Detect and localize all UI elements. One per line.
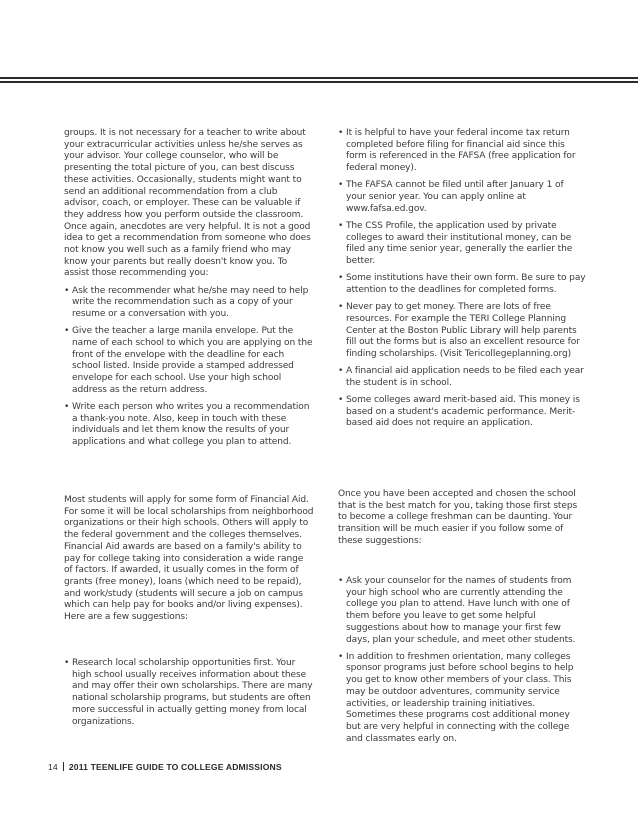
header-rule-secondary bbox=[0, 81, 638, 83]
left-column-aid bbox=[64, 495, 314, 624]
header-rule bbox=[0, 77, 638, 79]
footer-divider bbox=[63, 762, 64, 771]
page-footer bbox=[48, 762, 282, 772]
right-column bbox=[338, 128, 586, 430]
scholarship-tips-list bbox=[64, 658, 314, 728]
list-item: • In addition to freshmen orientation, many colleges sponsor programs just before school begins to help you get to know other members of your class. This may be outdoor adventures, community service activities, or leadership training initiatives. Sometimes these programs cost additional money but are very helpful in connecting with the college and classmates early on. bbox=[338, 652, 586, 746]
list-item: • The FAFSA cannot be filed until after January 1 of your senior year. You can apply online at www.fafsa.ed.gov. bbox=[338, 180, 586, 215]
list-item: • A financial aid application needs to be filed each year the student is in school. bbox=[338, 366, 586, 389]
recommendation-paragraph: groups. It is not necessary for a teacher to write about your extracurricular activities unless he/she serves as your advisor. Your college counselor, who will be presenting the total picture of you, can best discuss these activities. Occasionally, students might want to send an additional recommendation from a club advisor, coach, or employer. These can be valuable if they address how you perform outside the classroom. Once again, anecdotes are very helpful. It is not a good idea to get a recommendation from someone who does not know you well such as a family friend who may know your parents but really doesn't know you. To assist those recommending you: bbox=[64, 128, 311, 279]
list-item: • Write each person who writes you a recommendation a thank-you note. Also, keep in touch with these individuals and let them know the results of your applications and what college you plan to attend. bbox=[64, 402, 314, 449]
freshman-tips-list bbox=[338, 576, 586, 745]
recommendation-tips-list bbox=[64, 286, 314, 449]
list-item: • Give the teacher a large manila envelope. Put the name of each school to which you are applying on the front of the envelope with the deadline for each school listed. Inside provide a stamped addressed envelope for each school. Use your high school address as the return address. bbox=[64, 326, 314, 396]
publication-title: 2011 TEENLIFE GUIDE TO COLLEGE ADMISSIONS bbox=[68, 762, 282, 772]
list-item: • Research local scholarship opportunities first. Your high school usually receives information about these and may offer their own scholarships. There are many national scholarship programs, but students are often more successful in actually getting money from local organizations. bbox=[64, 658, 314, 728]
financial-aid-tips-list bbox=[338, 128, 586, 430]
left-column bbox=[64, 128, 314, 449]
list-item: • Ask the recommender what he/she may need to help write the recommendation such as a copy of your resume or a conversation with you. bbox=[64, 286, 314, 321]
list-item: • It is helpful to have your federal income tax return completed before filing for financial aid since this form is referenced in the FAFSA (free application for federal money). bbox=[338, 128, 586, 175]
right-column-freshman bbox=[338, 576, 586, 745]
transition-paragraph: Once you have been accepted and chosen the school that is the best match for you, taking those first steps to become a college freshman can be daunting. Your transition will be much easier if you follow some of these suggestions: bbox=[338, 489, 578, 546]
list-item: • Some institutions have their own form. Be sure to pay attention to the deadlines for completed forms. bbox=[338, 273, 586, 296]
left-column-scholarship bbox=[64, 658, 314, 728]
list-item: • Some colleges award merit-based aid. This money is based on a student's academic performance. Merit-based aid does not require an application. bbox=[338, 395, 586, 430]
list-item: • Never pay to get money. There are lots of free resources. For example the TERI College Planning Center at the Boston Public Library will help parents fill out the forms but is also an excellent resource for finding scholarships. (Visit Tericollegeplanning.org) bbox=[338, 302, 586, 361]
list-item: • Ask your counselor for the names of students from your high school who are currently attending the college you plan to attend. Have lunch with one of them before you leave to get some helpful suggestions about how to manage your first few days, plan your schedule, and meet other students. bbox=[338, 576, 586, 646]
list-item: • The CSS Profile, the application used by private colleges to award their institutional money, can be filed any time senior year, generally the earlier the better. bbox=[338, 221, 586, 268]
page-number: 14 bbox=[48, 762, 58, 772]
right-column-transition bbox=[338, 489, 586, 548]
financial-aid-paragraph: Most students will apply for some form of Financial Aid. For some it will be local scholarships from neighborhood organizations or their high schools. Others will apply to the federal government and the colleges themselves. Financial Aid awards are based on a family's ability to pay for college taking into consideration a wide range of factors. If awarded, it usually comes in the form of grants (free money), loans (which need to be repaid), and work/study (students will secure a job on campus which can help pay for books and/or living expenses). Here are a few suggestions: bbox=[64, 495, 314, 623]
